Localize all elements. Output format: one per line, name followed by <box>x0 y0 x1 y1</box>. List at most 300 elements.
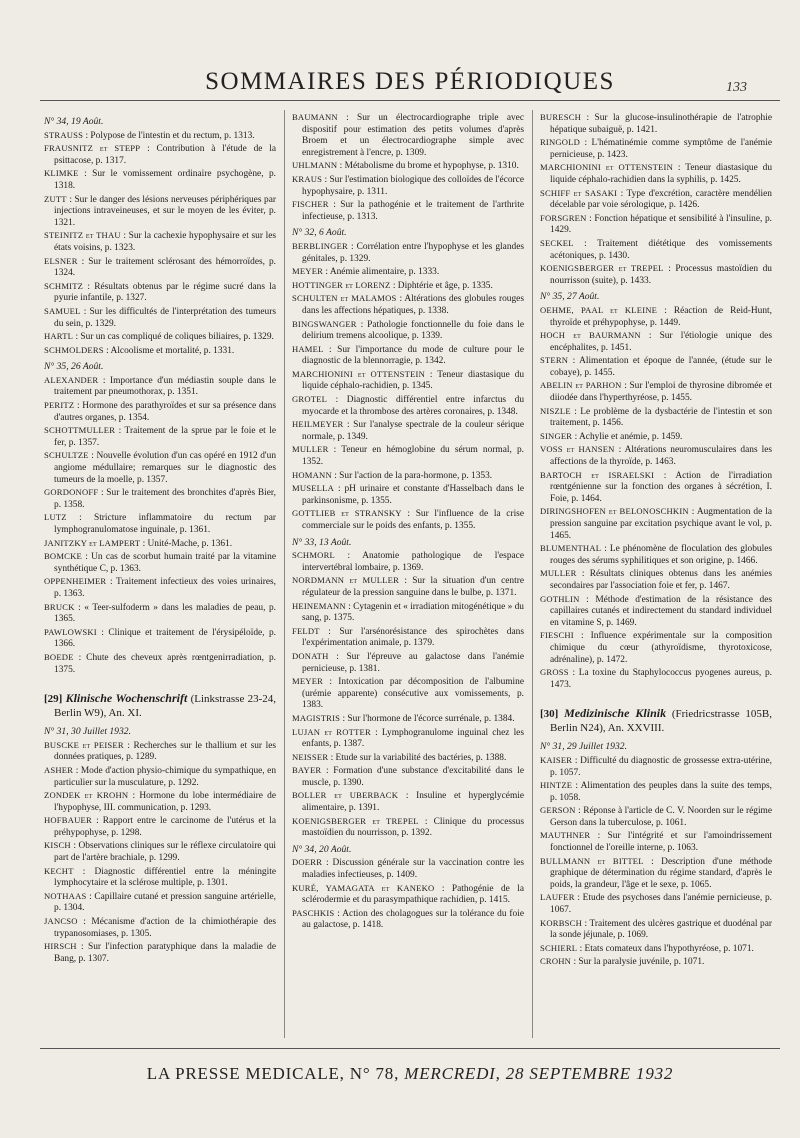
article-entry <box>540 943 772 956</box>
article-title: : Sur l'analyse spectrale de la couleur sérique normale, p. 1349. <box>302 420 524 442</box>
article-author: HOTTINGER et LORENZ <box>292 279 391 290</box>
article-title: : Sur le traitement sclérosant des hémorroïdes, p. 1324. <box>54 256 276 279</box>
article-title: : Mécanisme d'action de la chimiothérapie des trypanosomiases, p. 1305. <box>54 917 276 939</box>
article-title: : Achylie et anémie, p. 1459. <box>574 431 683 442</box>
article-entry <box>540 238 772 262</box>
article-author: HIRSCH <box>44 941 77 952</box>
page-header-title: SOMMAIRES DES PÉRIODIQUES <box>205 68 615 95</box>
article-entry <box>292 752 524 765</box>
issue-heading: N° 35, 27 Août. <box>540 291 600 303</box>
article-entry <box>44 866 276 890</box>
article-author: MEYER <box>292 676 324 687</box>
article-entry <box>44 740 276 764</box>
journal-name: Medizinische Klinik <box>564 706 667 721</box>
footer-date: MERCREDI, 28 SEPTEMBRE 1932 <box>404 1064 674 1083</box>
article-author: ZUTT <box>44 193 67 204</box>
article-author: KAISER <box>540 754 573 765</box>
article-title: : Recherches sur le thallium et sur les données pratiques, p. 1289. <box>54 740 276 763</box>
article-author: DONATH <box>292 650 329 661</box>
article-entry <box>292 626 524 650</box>
article-title: : Observations cliniques sur le réflexe circulatoire qui part de l'artère brachiale, p. 1299. <box>54 841 276 864</box>
article-entry <box>44 941 276 965</box>
article-title: : Réaction de Reid-Hunt, thyroïde et préhypophyse, p. 1449. <box>550 305 772 328</box>
article-author: SCHMITZ <box>44 280 84 291</box>
article-author: BAYER <box>292 765 322 776</box>
article-entry <box>292 816 524 840</box>
article-entry <box>292 508 524 532</box>
article-title: : Anémie alimentaire, p. 1333. <box>325 267 440 278</box>
article-title: : Influence expérimentale sur la composition chimique du cœur (athyroïdisme, thyrotoxicose, adrénaline), p. 1472. <box>550 631 772 665</box>
article-title: : Difficulté du diagnostic de grossesse extra-utérine, p. 1057. <box>550 755 772 778</box>
article-author: ELSNER <box>44 255 78 266</box>
article-author: NORDMANN et MULLER <box>292 575 400 586</box>
article-title: : Fonction hépatique et sensibilité à l'insuline, p. 1429. <box>550 213 772 236</box>
article-title: : Sur le traitement des bronchites d'après Bier, p. 1358. <box>54 488 276 510</box>
article-entry <box>44 487 276 511</box>
article-author: HARTL <box>44 331 74 342</box>
article-entry <box>44 345 276 358</box>
article-title: : Sur l'importance du mode de culture pour le diagnostic de la blennorragie, p. 1342. <box>302 344 524 367</box>
article-entry <box>44 602 276 626</box>
article-title: : Sur le danger des lésions nerveuses périphériques par injections intraveineuses, et sur le moyen de les éviter, p. 1321. <box>54 194 276 228</box>
article-entry <box>44 450 276 486</box>
article-author: BARTOCH et ISRAELSKI <box>540 469 655 480</box>
article-title: : Sur l'influence de la crise commerciale sur le poids des enfants, p. 1355. <box>302 509 524 531</box>
article-author: BLUMENTHAL <box>540 543 602 554</box>
article-entry <box>540 755 772 779</box>
article-title: : Diagnostic différentiel entre la méningite lymphocytaire et la sclérose multiple, p. 1301. <box>54 866 276 889</box>
article-entry <box>44 790 276 814</box>
article-entry <box>44 765 276 789</box>
article-entry <box>540 830 772 854</box>
article-title: : Hormone des parathyroïdes et sur sa présence dans d'autres organes, p. 1354. <box>54 401 276 423</box>
column-divider <box>532 110 533 1038</box>
article-author: KLIMKE <box>44 168 79 179</box>
article-title: : Teneur en hémoglobine du sérum normal, p. 1352. <box>302 445 524 468</box>
issue-heading: N° 35, 26 Août. <box>44 361 104 373</box>
article-author: SCHMOLDERS <box>44 344 104 355</box>
article-title: : Sur la glucose-insulinothérapie de l'atrophie hépatique subaiguë, p. 1421. <box>550 113 772 135</box>
article-author: STERN <box>540 355 569 366</box>
article-author: MAUTHNER <box>540 830 591 841</box>
article-author: GERSON <box>540 805 576 816</box>
article-title: : Sur l'épreuve au galactose dans l'anémie pernicieuse, p. 1381. <box>302 651 524 674</box>
article-title: : Chute des cheveux après rœntgenirradiation, p. 1375. <box>54 652 276 675</box>
article-author: HINTZE <box>540 780 573 791</box>
article-entry <box>540 263 772 287</box>
article-title: : Lymphogranulome inguinal chez les enfants, p. 1387. <box>302 727 524 750</box>
article-entry <box>540 355 772 379</box>
article-author: JANCSO <box>44 916 78 927</box>
article-entry <box>540 213 772 237</box>
article-title: : Processus mastoïdien du nourrisson (suite), p. 1433. <box>550 264 772 286</box>
article-entry <box>540 330 772 354</box>
article-author: RINGOLD <box>540 137 581 148</box>
article-title: : Cytagenin et « irradiation mitogénétique » du sang, p. 1375. <box>302 601 524 624</box>
article-title: : Diagnostic différentiel entre infarctus du myocarde et la thrombose des artères coronaires, p. 1348. <box>302 395 524 417</box>
article-author: BOMCKE <box>44 551 82 562</box>
article-entry <box>540 594 772 630</box>
article-title: : Traitement de la sprue par le foie et le fer, p. 1357. <box>54 426 276 448</box>
article-author: BULLMANN et BITTEL <box>540 855 644 866</box>
article-entry <box>292 908 524 932</box>
column-1 <box>44 112 276 1042</box>
article-title: : Sur l'arsénorésistance des spirochètes dans l'expérimentation animale, p. 1379. <box>302 626 524 649</box>
article-entry <box>540 470 772 506</box>
article-entry <box>292 550 524 574</box>
article-entry <box>44 194 276 230</box>
article-entry <box>292 344 524 368</box>
article-entry <box>292 483 524 507</box>
article-entry <box>44 375 276 399</box>
article-entry <box>44 627 276 651</box>
article-author: BERBLINGER <box>292 240 348 251</box>
header-rule <box>40 100 780 101</box>
article-entry <box>292 676 524 712</box>
article-entry <box>44 168 276 192</box>
article-title: : « Teer-sulfoderm » dans les maladies de peau, p. 1365. <box>54 602 276 625</box>
article-title: : Altérations des globules rouges dans les affections hépatiques, p. 1338. <box>302 294 524 316</box>
article-title: : Réponse à l'article de C. V. Noorden sur le régime Gerson dans la tuberculose, p. 1061. <box>550 806 772 828</box>
article-title: : Sur les difficultés de l'interprétation des tumeurs du sein, p. 1329. <box>54 306 276 329</box>
footer-rule <box>40 1048 780 1049</box>
article-entry <box>540 305 772 329</box>
article-author: SAMUEL <box>44 305 81 316</box>
article-author: DOERR <box>292 857 323 868</box>
article-author: KOENIGSBERGER et TREPEL <box>540 263 664 274</box>
article-entry <box>44 130 276 143</box>
article-author: MULLER <box>292 444 329 455</box>
article-title: : Mode d'action physio-chimique du sympathique, en particulier sur la musculature, p. 1292. <box>54 765 276 788</box>
article-author: HOCH et BAURMANN <box>540 330 641 341</box>
article-author: PASCHKIS <box>292 907 335 918</box>
article-title: : Sur un électrocardiographe triple avec dispositif pour estimation des petits volumes d'après Broem et un électrocardiographe simple avec enregistrement à l'encre, p. 1309. <box>302 113 524 158</box>
article-author: FISCHER <box>292 199 329 210</box>
article-title: : Sur la situation d'un centre régulateur de la pression sanguine dans le bulbe, p. 1371. <box>302 576 524 598</box>
article-title: : Hormone du lobe intermédiaire de l'hypophyse, III. communication, p. 1293. <box>54 791 276 813</box>
article-entry <box>44 538 276 551</box>
article-title: : Sur l'étiologie unique des encéphalites, p. 1451. <box>550 331 772 353</box>
article-title: : Etude des psychoses dans l'anémie pernicieuse, p. 1067. <box>550 893 772 916</box>
article-author: SCHOTTMULLER <box>44 425 116 436</box>
issue-heading: N° 32, 6 Août. <box>292 227 347 239</box>
article-entry <box>292 394 524 418</box>
article-author: NOTHAAS <box>44 890 87 901</box>
article-author: LUJAN et ROTTER <box>292 726 371 737</box>
article-author: BOEDE <box>44 651 74 662</box>
article-author: HOFBAUER <box>44 815 92 826</box>
article-entry <box>292 174 524 198</box>
article-author: VOSS et HANSEN <box>540 444 615 455</box>
article-title: : Traitement des ulcères gastrique et duodénal par la sonde jéjunale, p. 1069. <box>550 918 772 941</box>
article-author: STEINITZ et THAU <box>44 230 121 241</box>
article-title: : Diphtérie et âge, p. 1335. <box>392 280 493 291</box>
article-title: : Intoxication par décomposition de l'albumine (urémie apparente) consécutive aux vomissements, p. 1383. <box>302 677 524 711</box>
article-author: STRAUSS <box>44 129 84 140</box>
article-title: : Polypose de l'intestin et du rectum, p. 1313. <box>85 130 255 141</box>
article-title: : Sur un cas compliqué de coliques biliaires, p. 1329. <box>75 332 274 343</box>
article-title: : Sur l'intégrité et sur l'amoindrissement fonctionnel de l'oreille interne, p. 1063. <box>550 831 772 854</box>
article-entry <box>44 652 276 676</box>
article-entry <box>44 143 276 167</box>
journal-heading <box>540 707 772 735</box>
article-title: : Action de l'irradiation rœntgénienne sur la fonction des organes à sécrétion, I. Foie, p. 1464. <box>550 470 772 504</box>
article-entry <box>540 630 772 666</box>
article-author: BINGSWANGER <box>292 318 357 329</box>
article-entry <box>292 727 524 751</box>
article-title: : Traitement diététique des vomissements acétoniques, p. 1430. <box>550 238 772 261</box>
article-entry <box>540 780 772 804</box>
article-entry <box>292 266 524 279</box>
article-author: FIESCHI <box>540 630 574 641</box>
article-author: LUTZ <box>44 512 67 523</box>
article-title: : Etude sur la variabilité des bactéries, p. 1388. <box>330 752 507 763</box>
page-footer <box>60 1064 760 1084</box>
journal-number: [29] <box>44 693 63 706</box>
article-title: : Insuline et hyperglycémie alimentaire, p. 1391. <box>302 791 524 814</box>
article-entry <box>292 369 524 393</box>
article-author: ABELIN et PARHON <box>540 380 622 391</box>
article-author: MARCHIONINI et OTTENSTEIN <box>292 368 425 379</box>
article-title: : Description d'une méthode graphique de détermination du régime standard, d'après le poids, la grandeur, l'âge et le sexe, p. 1065. <box>550 856 772 890</box>
article-title: : Pathogénie de la sclérodermie et du parasympathique rachidien, p. 1415. <box>302 883 524 906</box>
article-author: SINGER <box>540 430 573 441</box>
article-title: : Augmentation de la pression sanguine par excitation psychique avant le vol, p. 1465. <box>550 507 772 541</box>
article-entry <box>292 713 524 726</box>
article-title: : Sur l'action de la para-hormone, p. 1353. <box>334 470 493 481</box>
article-author: KECHT <box>44 865 74 876</box>
article-author: DIRINGSHOFEN et BELONOSCHKIN <box>540 506 689 517</box>
article-entry <box>540 431 772 444</box>
article-title: : Un cas de scorbut humain traité par la vitamine synthétique C, p. 1363. <box>54 552 276 574</box>
article-entry <box>44 815 276 839</box>
article-entry <box>540 892 772 916</box>
article-author: GROTEL <box>292 394 328 405</box>
article-entry <box>292 444 524 468</box>
article-entry <box>292 601 524 625</box>
article-title: : Action des cholagogues sur la tolérance du foie au galactose, p. 1418. <box>302 908 524 931</box>
column-2 <box>292 112 524 1042</box>
article-entry <box>44 916 276 940</box>
article-title: : L'hématinémie comme symptôme de l'anémie pernicieuse, p. 1423. <box>550 138 772 160</box>
article-title: : Le problème de la dysbactérie de l'intestin et son traitement, p. 1456. <box>550 406 772 429</box>
article-entry <box>540 956 772 969</box>
issue-heading: N° 31, 29 Juillet 1932. <box>540 741 627 753</box>
article-entry <box>44 230 276 254</box>
article-author: FELDT <box>292 625 320 636</box>
article-entry <box>540 918 772 942</box>
article-title: : Métabolisme du brome et hypophyse, p. 1310. <box>339 161 519 172</box>
article-title: : Clinique du processus mastoïdien du nourrisson, p. 1392. <box>302 816 524 839</box>
article-author: BURESCH <box>540 112 582 122</box>
article-title: : Etats comateux dans l'hypothyréose, p. 1071. <box>579 943 754 954</box>
footer-journal: LA PRESSE MEDICALE, N° 78, <box>146 1064 400 1083</box>
article-title: : Anatomie pathologique de l'espace intervertébral lombaire, p. 1369. <box>302 551 524 573</box>
article-author: LAUFER <box>540 892 575 903</box>
article-entry <box>292 651 524 675</box>
article-entry <box>292 765 524 789</box>
article-author: GORDONOFF <box>44 487 99 498</box>
article-author: GOTTLIEB et STRANSKY <box>292 508 402 519</box>
article-title: : Sur la pathogénie et le traitement de l'arthrite infectieuse, p. 1313. <box>302 200 524 222</box>
journal-name: Klinische Wochenschrift <box>65 691 188 706</box>
article-entry <box>44 425 276 449</box>
article-entry <box>44 576 276 600</box>
article-author: SCHMORL <box>292 550 335 561</box>
article-author: SECKEL <box>540 237 574 248</box>
article-author: FORSGREN <box>540 212 587 223</box>
article-entry <box>540 406 772 430</box>
article-entry <box>540 112 772 136</box>
article-title: : Sur la paralysie juvénile, p. 1071. <box>573 957 705 968</box>
article-author: UHLMANN <box>292 160 338 171</box>
article-author: KORBSCH <box>540 917 582 928</box>
article-title: : Méthode d'estimation de la résistance des capillaires cutanés et indirectement du standard individuel en vitamine S, p. 1469. <box>550 594 772 628</box>
journal-details: (Friedricstrasse 105B, Berlin N24), An. XXVIII. <box>550 708 772 734</box>
article-entry <box>292 575 524 599</box>
journal-heading <box>44 692 276 720</box>
article-author: ASHER <box>44 764 74 775</box>
article-author: KOENIGSBERGER et TREPEL <box>292 815 419 826</box>
article-entry <box>44 512 276 536</box>
article-title: : Traitement infectieux des voies urinaires, p. 1363. <box>54 577 276 599</box>
column-3 <box>540 112 772 1042</box>
article-author: OPPENHEIMER <box>44 576 107 587</box>
article-author: HOMANN <box>292 469 332 480</box>
article-title: : Corrélation entre l'hypophyse et les glandes génitales, p. 1329. <box>302 241 524 264</box>
article-title: : Capillaire cutané et pression sanguine artérielle, p. 1304. <box>54 891 276 914</box>
issue-heading: N° 33, 13 Août. <box>292 536 352 548</box>
article-author: PERITZ <box>44 400 75 411</box>
issue-heading: N° 34, 20 Août. <box>292 843 352 855</box>
article-author: KISCH <box>44 840 71 851</box>
article-title: : Sur l'estimation biologique des colloïdes de l'écorce hypophysaire, p. 1311. <box>302 174 524 197</box>
article-entry <box>540 856 772 892</box>
article-author: NEISSER <box>292 751 329 762</box>
article-title: : Teneur diastasique du liquide céphalo-rachidien dans la syphilis, p. 1425. <box>550 163 772 185</box>
article-title: : Type d'excrétion, caractère mendélien décelable par voie sérologique, p. 1426. <box>550 188 772 211</box>
article-entry <box>540 380 772 404</box>
article-author: MEYER <box>292 266 324 277</box>
article-entry <box>44 256 276 280</box>
article-title: : La toxine du Staphylococcus pyogenes aureus, p. 1473. <box>550 668 772 690</box>
issue-heading: N° 31, 30 Juillet 1932. <box>44 726 131 738</box>
article-entry <box>540 568 772 592</box>
article-entry <box>292 293 524 317</box>
article-entry <box>540 543 772 567</box>
article-title: : Altérations neuromusculaires dans les affections de la thyroïde, p. 1463. <box>550 445 772 468</box>
article-author: SCHIERL <box>540 942 578 953</box>
article-entry <box>292 319 524 343</box>
article-title: : Résultats obtenus par le régime sucré dans la pyurie infantile, p. 1327. <box>54 281 276 304</box>
article-author: HAMEL <box>292 343 324 354</box>
article-title: : Rapport entre le carcinome de l'utérus et la préhypophyse, p. 1298. <box>54 816 276 838</box>
article-entry <box>292 419 524 443</box>
article-author: MULLER <box>540 568 577 579</box>
article-entry <box>44 840 276 864</box>
article-title: : Pathologie fonctionnelle du foie dans le delirium tremens alcoolique, p. 1339. <box>302 319 524 342</box>
article-title: : Contribution à l'étude de la psittacose, p. 1317. <box>54 144 276 166</box>
article-title: : Sur l'emploi de thyrosine dibromée et diiodée dans l'hyperthyréose, p. 1455. <box>550 381 772 404</box>
article-title: : Sur l'hormone de l'écorce surrénale, p. 1384. <box>342 713 515 724</box>
article-title: : Alimentation des peuples dans la suite des temps, p. 1058. <box>550 781 772 803</box>
article-author: KURÉ, YAMAGATA et KANEKO <box>292 882 435 893</box>
article-author: ALEXANDER <box>44 374 99 385</box>
article-title: : Unité-Mache, p. 1361. <box>142 538 233 549</box>
article-title: : Formation d'une substance d'excitabilité dans le muscle, p. 1390. <box>302 766 524 788</box>
article-author: SCHULTEN et MALAMOS <box>292 293 397 304</box>
article-entry <box>44 891 276 915</box>
article-author: ZONDEK et KROHN <box>44 790 129 801</box>
article-entry <box>292 241 524 265</box>
article-author: BOLLER et UBERBACK <box>292 790 399 801</box>
article-title: : Importance d'un médiastin souple dans le traitement par pneumothorax, p. 1351. <box>54 375 276 398</box>
article-title: : Le phénomène de floculation des globules rouges des sérums syphilitiques et son origine, p. 1466. <box>550 544 772 566</box>
journal-number: [30] <box>540 708 559 721</box>
article-author: BUSCKE et PEISER <box>44 739 124 750</box>
article-entry <box>540 188 772 212</box>
article-entry <box>292 280 524 293</box>
article-author: BRUCK <box>44 601 75 612</box>
article-author: NISZLE <box>540 405 571 416</box>
article-entry <box>292 112 524 159</box>
page-number: 133 <box>726 80 747 95</box>
column-divider <box>284 110 285 1038</box>
article-title: : Discussion générale sur la vaccination contre les maladies infectieuses, p. 1409. <box>302 858 524 881</box>
article-author: HEINEMANN <box>292 600 346 611</box>
article-author: KRAUS <box>292 173 323 184</box>
article-author: FRAUSNITZ et STEPP <box>44 143 141 154</box>
article-entry <box>292 883 524 907</box>
article-author: HEILMEYER <box>292 419 344 430</box>
article-entry <box>540 137 772 161</box>
article-entry <box>44 281 276 305</box>
article-title: : Résultats cliniques obtenus dans les anémies secondaires par l'association foie et fer, p. 1467. <box>550 569 772 591</box>
article-entry <box>540 162 772 186</box>
article-entry <box>292 790 524 814</box>
article-entry <box>540 667 772 691</box>
article-entry <box>292 160 524 173</box>
article-title: : Alimentation et époque de l'année, (étude sur le cobaye), p. 1455. <box>550 356 772 378</box>
article-title: : Sur l'infection paratyphique dans la maladie de Bang, p. 1307. <box>54 942 276 964</box>
article-author: MUSELLA <box>292 483 334 494</box>
issue-heading: N° 34, 19 Août. <box>44 116 104 127</box>
article-entry <box>540 444 772 468</box>
article-author: GROSS <box>540 667 569 678</box>
article-entry <box>44 400 276 424</box>
article-author: MARCHIONINI et OTTENSTEIN <box>540 162 673 173</box>
journal-details: (Linkstrasse 23-24, Berlin W9), An. XI. <box>54 693 276 719</box>
article-author: MAGISTRIS <box>292 712 341 723</box>
article-author: SCHULTZE <box>44 450 89 461</box>
article-author: JANITZKY et LAMPERT <box>44 537 141 548</box>
article-title: : Sur la cachexie hypophysaire et sur les états voisins, p. 1323. <box>54 231 276 253</box>
article-title: : Sur le vomissement ordinaire psychogène, p. 1318. <box>54 169 276 191</box>
article-entry <box>292 470 524 483</box>
article-author: PAWLOWSKI <box>44 626 97 637</box>
article-entry <box>292 199 524 223</box>
article-title: : Nouvelle évolution d'un cas opéré en 1912 d'un angiome médullaire; remarques sur le diagnostic des tumeurs de la moelle, p. 1357. <box>54 451 276 485</box>
article-title: : Alcoolisme et mortalité, p. 1331. <box>106 345 235 356</box>
article-author: OEHME, PAAL et KLEINE <box>540 304 658 315</box>
article-title: : Teneur diastasique du liquide céphalo-rachidien, p. 1345. <box>302 369 524 392</box>
article-entry <box>292 857 524 881</box>
article-title: : pH urinaire et constante d'Hasselbach dans le parkinsonisme, p. 1355. <box>302 484 524 506</box>
article-title: : Stricture inflammatoire du rectum par lymphogranulomatose inguinale, p. 1361. <box>54 513 276 535</box>
article-author: SCHIFF et SASAKI <box>540 187 618 198</box>
article-entry <box>44 306 276 330</box>
article-author: CROHN <box>540 956 572 967</box>
